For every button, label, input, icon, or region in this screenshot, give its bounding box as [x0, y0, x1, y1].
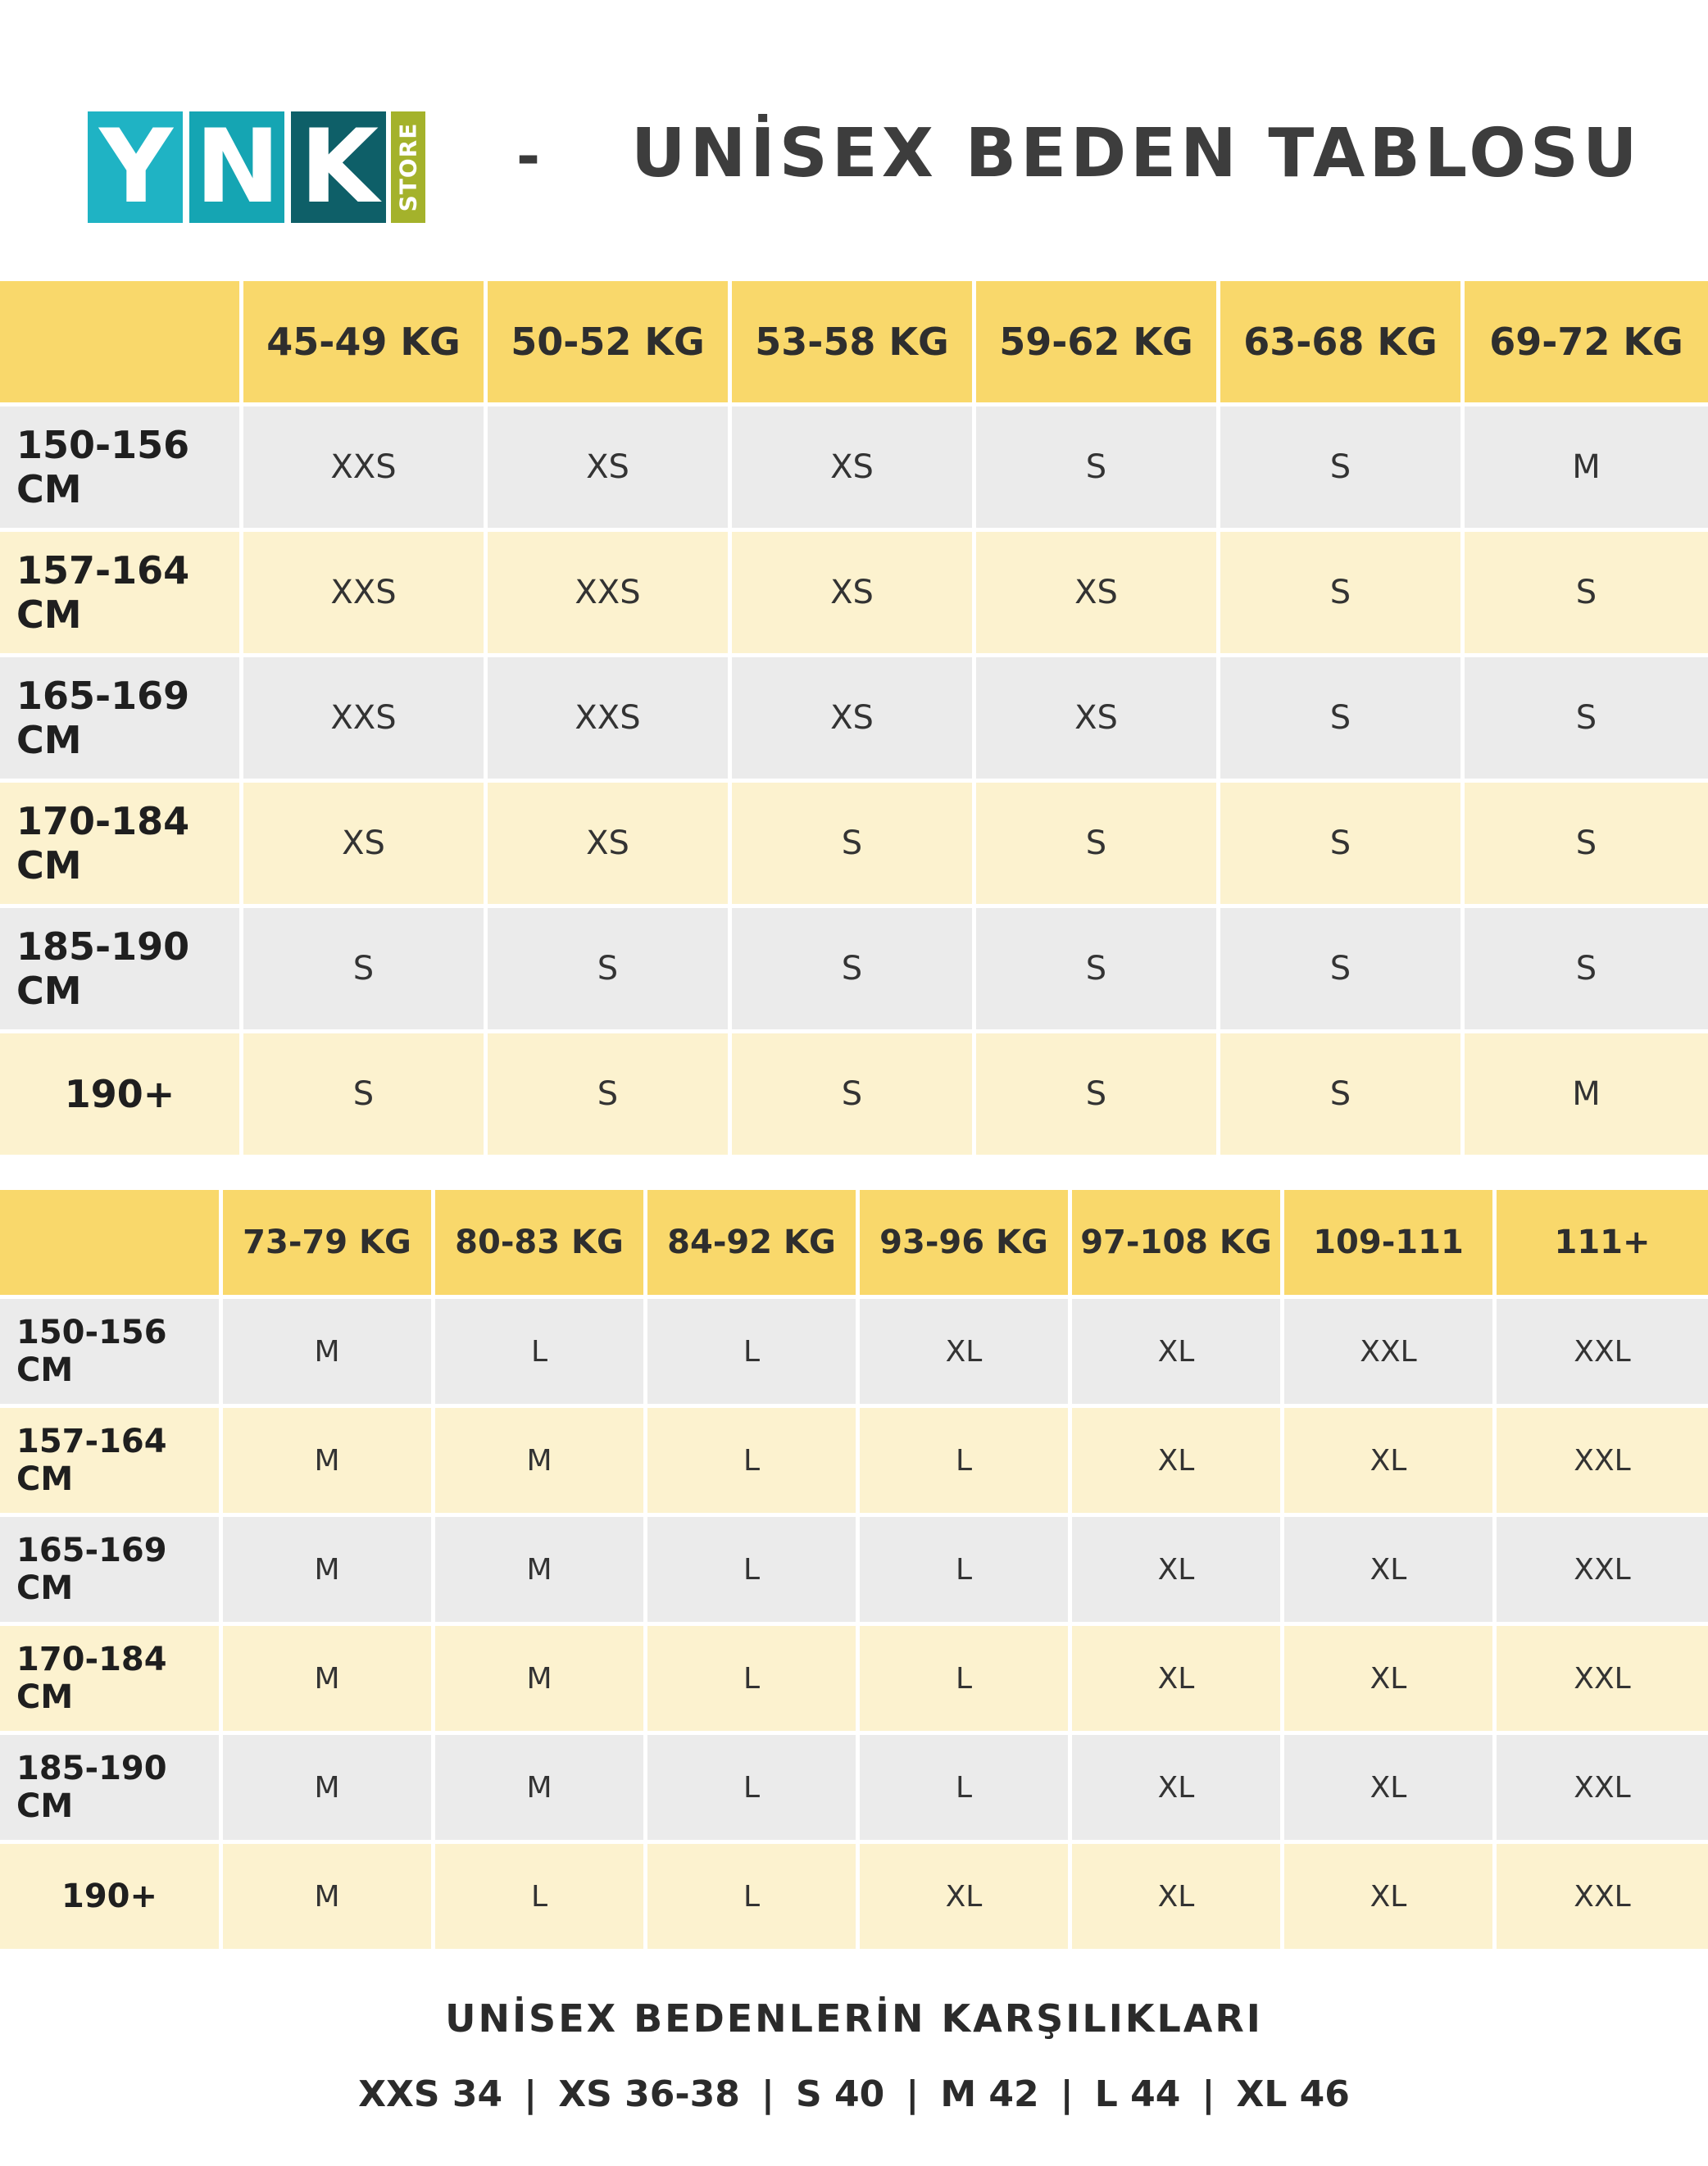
size-cell: XL	[1072, 1626, 1284, 1735]
size-cell: XL	[1284, 1626, 1497, 1735]
size-cell: XXL	[1497, 1844, 1708, 1953]
size-cell: XL	[860, 1844, 1072, 1953]
height-label: 170-184 CM	[0, 783, 243, 908]
size-cell: XXL	[1497, 1735, 1708, 1844]
logo-store-text: STORE	[394, 122, 422, 212]
logo-letter-k: K	[291, 111, 386, 223]
size-cell: XXL	[1497, 1517, 1708, 1626]
table-row	[0, 783, 1708, 908]
size-cell: S	[1220, 908, 1465, 1033]
page-title: UNİSEX BEDEN TABLOSU	[631, 115, 1642, 193]
size-cell: XXL	[1497, 1408, 1708, 1517]
height-label: 190+	[0, 1844, 223, 1953]
size-equivalent: L 44	[1094, 2073, 1181, 2115]
size-cell: M	[1465, 406, 1708, 532]
size-cell: S	[1220, 532, 1465, 657]
table-row	[0, 406, 1708, 532]
table-row	[0, 1033, 1708, 1159]
size-cell: S	[1465, 783, 1708, 908]
size-equivalent: XL 46	[1236, 2073, 1350, 2115]
corner-cell	[0, 1190, 223, 1299]
size-cell: M	[435, 1735, 647, 1844]
size-cell: XL	[1072, 1408, 1284, 1517]
size-cell: M	[435, 1408, 647, 1517]
size-cell: XS	[976, 657, 1220, 783]
size-cell: L	[860, 1735, 1072, 1844]
size-cell: L	[860, 1517, 1072, 1626]
size-equivalents-title: UNİSEX BEDENLERİN KARŞILIKLARI	[445, 1996, 1263, 2041]
header-dash: -	[516, 123, 541, 190]
height-label: 165-169 CM	[0, 1517, 223, 1626]
brand-logo	[88, 108, 425, 226]
corner-cell	[0, 281, 243, 406]
size-cell: L	[647, 1626, 860, 1735]
size-cell: S	[1220, 657, 1465, 783]
size-cell: XL	[1284, 1844, 1497, 1953]
size-cell: S	[243, 1033, 488, 1159]
weight-header: 93-96 KG	[860, 1190, 1072, 1299]
size-equivalent: XS 36-38	[558, 2073, 740, 2115]
size-cell: XS	[488, 783, 732, 908]
height-label: 185-190 CM	[0, 908, 243, 1033]
size-cell: S	[976, 1033, 1220, 1159]
size-cell: S	[732, 1033, 976, 1159]
size-cell: S	[1220, 783, 1465, 908]
size-cell: S	[1465, 908, 1708, 1033]
size-cell: XS	[976, 532, 1220, 657]
size-cell: M	[223, 1408, 435, 1517]
size-cell: M	[223, 1735, 435, 1844]
weight-header: 80-83 KG	[435, 1190, 647, 1299]
size-cell: L	[647, 1517, 860, 1626]
weight-header: 59-62 KG	[976, 281, 1220, 406]
size-cell: XXS	[243, 657, 488, 783]
weight-header: 111+	[1497, 1190, 1708, 1299]
size-cell: S	[976, 406, 1220, 532]
separator: |	[1202, 2073, 1215, 2115]
size-cell: XL	[1284, 1517, 1497, 1626]
size-cell: XS	[732, 532, 976, 657]
height-label: 157-164 CM	[0, 1408, 223, 1517]
size-cell: L	[647, 1844, 860, 1953]
size-cell: XL	[860, 1299, 1072, 1408]
size-cell: L	[647, 1299, 860, 1408]
size-cell: M	[223, 1844, 435, 1953]
size-cell: L	[435, 1299, 647, 1408]
size-cell: XS	[732, 657, 976, 783]
size-cell: XL	[1072, 1844, 1284, 1953]
size-equivalent: XXS 34	[358, 2073, 503, 2115]
table-row	[0, 1626, 1708, 1735]
table-row	[0, 1408, 1708, 1517]
size-cell: L	[860, 1626, 1072, 1735]
height-label: 157-164 CM	[0, 532, 243, 657]
weight-header: 69-72 KG	[1465, 281, 1708, 406]
size-cell: XXS	[243, 406, 488, 532]
height-label: 185-190 CM	[0, 1735, 223, 1844]
size-table-2	[0, 1190, 1708, 1953]
table-row	[0, 1299, 1708, 1408]
weight-header: 84-92 KG	[647, 1190, 860, 1299]
size-cell: S	[976, 908, 1220, 1033]
separator: |	[761, 2073, 775, 2115]
weight-header: 73-79 KG	[223, 1190, 435, 1299]
weight-header: 109-111	[1284, 1190, 1497, 1299]
size-cell: XL	[1284, 1735, 1497, 1844]
table-header-row	[0, 281, 1708, 406]
size-cell: XXS	[488, 532, 732, 657]
logo-letter-n: N	[189, 111, 284, 223]
size-cell: XS	[243, 783, 488, 908]
size-cell: S	[488, 908, 732, 1033]
size-cell: XS	[488, 406, 732, 532]
size-cell: S	[976, 783, 1220, 908]
size-cell: XL	[1072, 1735, 1284, 1844]
size-cell: S	[488, 1033, 732, 1159]
logo-store-tag	[391, 111, 425, 223]
separator: |	[524, 2073, 538, 2115]
size-cell: M	[435, 1626, 647, 1735]
size-equivalent: S 40	[795, 2073, 885, 2115]
size-cell: S	[243, 908, 488, 1033]
size-cell: L	[860, 1408, 1072, 1517]
table-row	[0, 1517, 1708, 1626]
size-cell: XXL	[1497, 1299, 1708, 1408]
height-label: 165-169 CM	[0, 657, 243, 783]
height-label: 150-156 CM	[0, 1299, 223, 1408]
table-header-row	[0, 1190, 1708, 1299]
size-cell: XL	[1072, 1517, 1284, 1626]
table-row	[0, 657, 1708, 783]
height-label: 150-156 CM	[0, 406, 243, 532]
weight-header: 45-49 KG	[243, 281, 488, 406]
size-cell: S	[1465, 657, 1708, 783]
separator: |	[906, 2073, 920, 2115]
height-label: 170-184 CM	[0, 1626, 223, 1735]
size-cell: S	[1220, 1033, 1465, 1159]
table-row	[0, 1735, 1708, 1844]
size-cell: S	[732, 908, 976, 1033]
size-cell: XXS	[243, 532, 488, 657]
weight-header: 97-108 KG	[1072, 1190, 1284, 1299]
size-cell: XXS	[488, 657, 732, 783]
page-header	[0, 0, 1708, 270]
size-cell: XXL	[1497, 1626, 1708, 1735]
weight-header: 53-58 KG	[732, 281, 976, 406]
size-cell: M	[223, 1299, 435, 1408]
size-cell: S	[1220, 406, 1465, 532]
size-cell: L	[647, 1735, 860, 1844]
size-cell: L	[647, 1408, 860, 1517]
size-equivalent: M 42	[940, 2073, 1039, 2115]
table-row	[0, 1844, 1708, 1953]
height-label: 190+	[0, 1033, 243, 1159]
size-equivalents-list	[0, 2073, 1708, 2115]
table-row	[0, 908, 1708, 1033]
size-cell: L	[435, 1844, 647, 1953]
table-row	[0, 532, 1708, 657]
size-cell: S	[732, 783, 976, 908]
weight-header: 63-68 KG	[1220, 281, 1465, 406]
size-cell: M	[435, 1517, 647, 1626]
size-cell: S	[1465, 532, 1708, 657]
size-cell: XXL	[1284, 1299, 1497, 1408]
size-cell: XL	[1284, 1408, 1497, 1517]
separator: |	[1060, 2073, 1074, 2115]
weight-header: 50-52 KG	[488, 281, 732, 406]
logo-letter-y: Y	[88, 111, 183, 223]
size-cell: M	[223, 1517, 435, 1626]
size-cell: XS	[732, 406, 976, 532]
size-cell: XL	[1072, 1299, 1284, 1408]
size-cell: M	[1465, 1033, 1708, 1159]
size-cell: M	[223, 1626, 435, 1735]
size-table-1	[0, 281, 1708, 1159]
